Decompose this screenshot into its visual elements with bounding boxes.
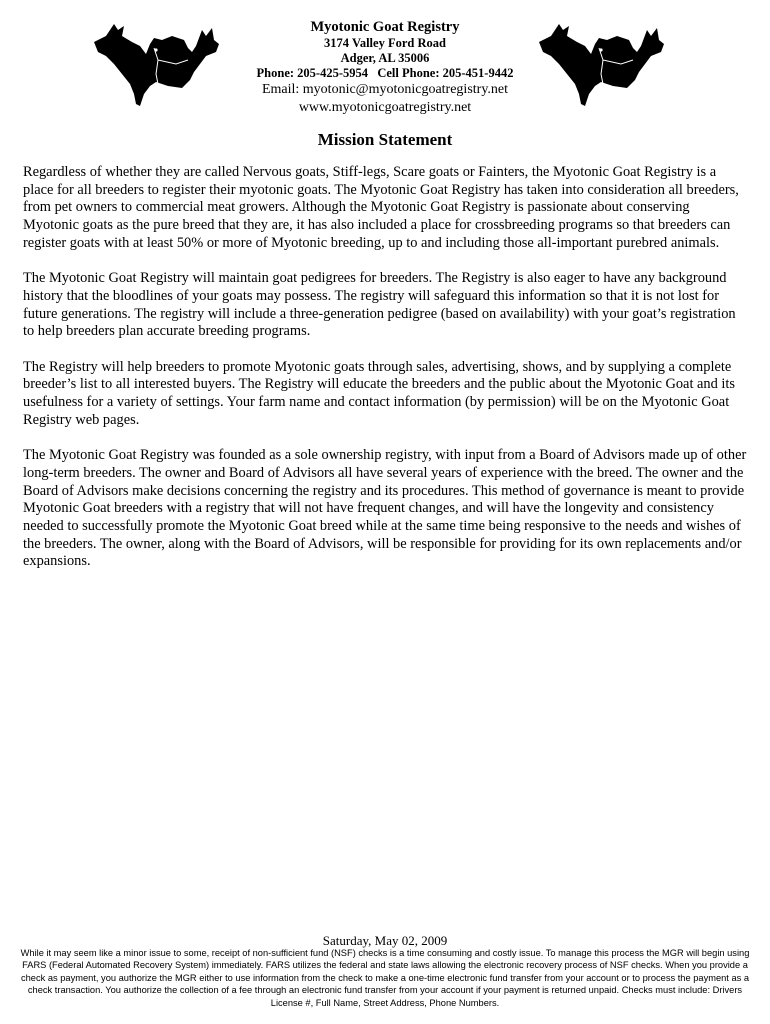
address-line-2: Adger, AL 35006 [340, 51, 430, 65]
email-address: Email: myotonic@myotonicgoatregistry.net [261, 82, 509, 97]
page-title: Mission Statement [317, 130, 453, 149]
mission-body [23, 164, 747, 589]
paragraph: The Myotonic Goat Registry will maintain goat pedigrees for breeders. The Registry is also eager to have any background history that the bloodlines of your goats may possess. The registry will safeguard this information so that it is not lost for future generations. The registry will include a three-generation pedigree (based on availability) with your goat’s registration to help breeders plan accurate breeding programs. [23, 270, 736, 340]
paragraph: The Registry will help breeders to promote Myotonic goats through sales, advertising, shows, and by supplying a complete breeder’s list to all interested buyers. The Registry will educate the breeders and the public about the Myotonic Goat and its usefulness for a variety of settings. Your farm name and contact information (by permission) will be on the Myotonic Goat Registry web pages. [23, 358, 736, 428]
paragraph: The Myotonic Goat Registry was founded as a sole ownership registry, with input from a Board of Advisors made up of other long-term breeders. The owner and Board of Advisors all have several years of experience with the breed. The owner and the Board of Advisors make decisions concerning the registry and its procedures. This method of governance is meant to provide Myotonic Goat breeders with a registry that will not have frequent changes, and will have the longevity and consistency needed to successfully promote the Myotonic Goat breed while at the same time being responsive to the needs and wishes of the breeders. The owner, along with the Board of Advisors, will be responsible for providing for its own replacements and/or expansions. [23, 447, 747, 570]
goat-logo-left-icon [92, 20, 220, 108]
website-url: www.myotonicgoatregistry.net [298, 100, 472, 115]
paragraph: Regardless of whether they are called Nervous goats, Stiff-legs, Scare goats or Fainters, the Myotonic Goat Registry is a place for all breeders to register their myotonic goats. The Myotonic Goat Registry has taken into consideration all breeders, from pet owners to commercial meat growers. Although the Myotonic Goat Registry is passionate about conserving Myotonic goats as the pure breed that they are, it has also included a place for crossbreeding programs so that breeders can register goats with at least 50% or more of Myotonic breeding, up to and including those all-important purebred animals. [23, 164, 739, 251]
footer-date: Saturday, May 02, 2009 [322, 933, 448, 948]
org-name: Myotonic Goat Registry [310, 19, 460, 35]
letterhead [220, 18, 550, 117]
phone-numbers: Phone: 205-425-5954 Cell Phone: 205-451-9442 [256, 66, 514, 80]
nsf-notice: While it may seem like a minor issue to some, receipt of non-sufficient fund (NSF) checks is a time consuming and costly issue. To manage this process the MGR will begin using FARS (Federal Automated Recovery System) immediately. FARS utilizes the federal and state laws allowing the electronic recovery process of NSF checks. When you provide a check as payment, you authorize the MGR either to use information from the check to make a one-time electronic fund transfer from your account or to process the payment as a check transaction. You authorize the collection of a fee through an electronic fund transfer from your account if your payment is returned unpaid. Checks must include: Drivers License #, Full Name, Street Address, Phone Numbers. [20, 948, 750, 1008]
goat-logo-right-icon [537, 20, 665, 108]
address-line-1: 3174 Valley Ford Road [324, 36, 446, 50]
